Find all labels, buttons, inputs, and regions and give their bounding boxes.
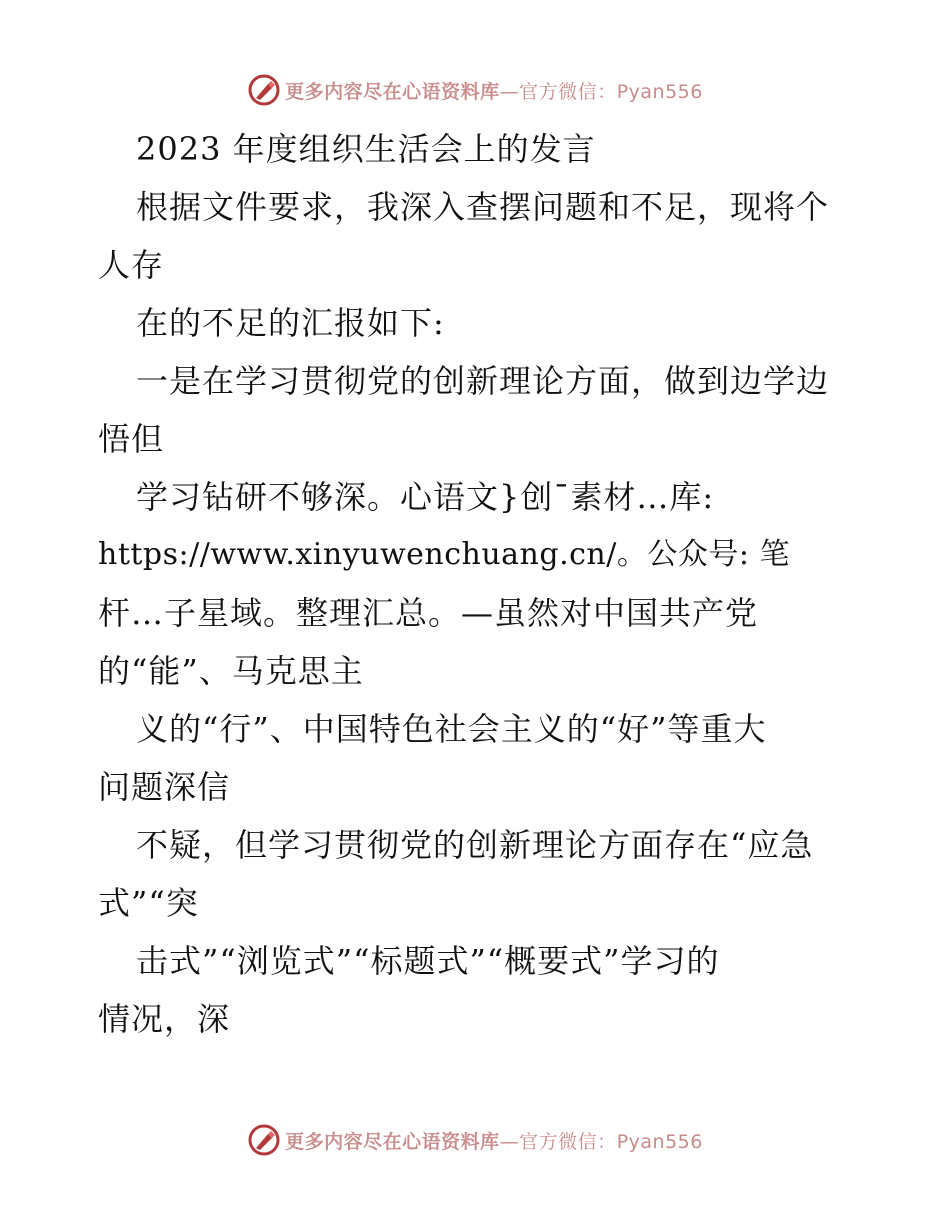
- doc-line: 义的“行”、中国特色社会主义的“好”等重大: [136, 710, 767, 748]
- footer-watermark: [0, 1120, 950, 1160]
- pen-logo-icon: [247, 73, 281, 107]
- pen-logo-icon: [247, 1123, 281, 1157]
- doc-line: 一是在学习贯彻党的创新理论方面，做到边学边: [136, 362, 830, 400]
- doc-line: 不疑，但学习贯彻党的创新理论方面存在“应急: [136, 826, 814, 864]
- watermark-official: 官方微信：: [519, 80, 617, 103]
- doc-line: 2023 年度组织生活会上的发言: [136, 130, 596, 168]
- watermark-text: [285, 1127, 703, 1154]
- watermark-text: [285, 77, 703, 104]
- watermark-lead: 更多内容尽在心语资料库: [285, 80, 500, 103]
- watermark-lead: 更多内容尽在心语资料库: [285, 1130, 500, 1153]
- watermark-official: 官方微信：: [519, 1130, 617, 1153]
- doc-line: 的“能”、马克思主: [98, 652, 364, 690]
- doc-line: 在的不足的汇报如下:: [136, 304, 445, 342]
- doc-line: 悟但: [98, 420, 165, 458]
- watermark-dash: —: [499, 80, 520, 103]
- doc-line: 式”“突: [98, 884, 199, 922]
- header-watermark: [0, 70, 950, 110]
- doc-line: 击式”“浏览式”“标题式”“概要式”学习的: [136, 942, 720, 980]
- doc-line: 情况，深: [98, 1000, 231, 1038]
- doc-line: 杆…子星域。整理汇总。—虽然对中国共产党: [98, 594, 759, 632]
- document-body: [98, 120, 858, 1048]
- doc-line: 根据文件要求，我深入查摆问题和不足，现将个: [136, 188, 830, 226]
- doc-line: 学习钻研不够深。心语文}创¯素材…库:: [136, 478, 715, 516]
- doc-line: 人存: [98, 246, 165, 284]
- watermark-id: Pyan556: [616, 80, 703, 103]
- watermark-id: Pyan556: [616, 1130, 703, 1153]
- doc-line: 问题深信: [98, 768, 231, 806]
- doc-line-url: https://www.xinyuwenchuang.cn/。公众号: 笔: [98, 537, 790, 572]
- watermark-dash: —: [499, 1130, 520, 1153]
